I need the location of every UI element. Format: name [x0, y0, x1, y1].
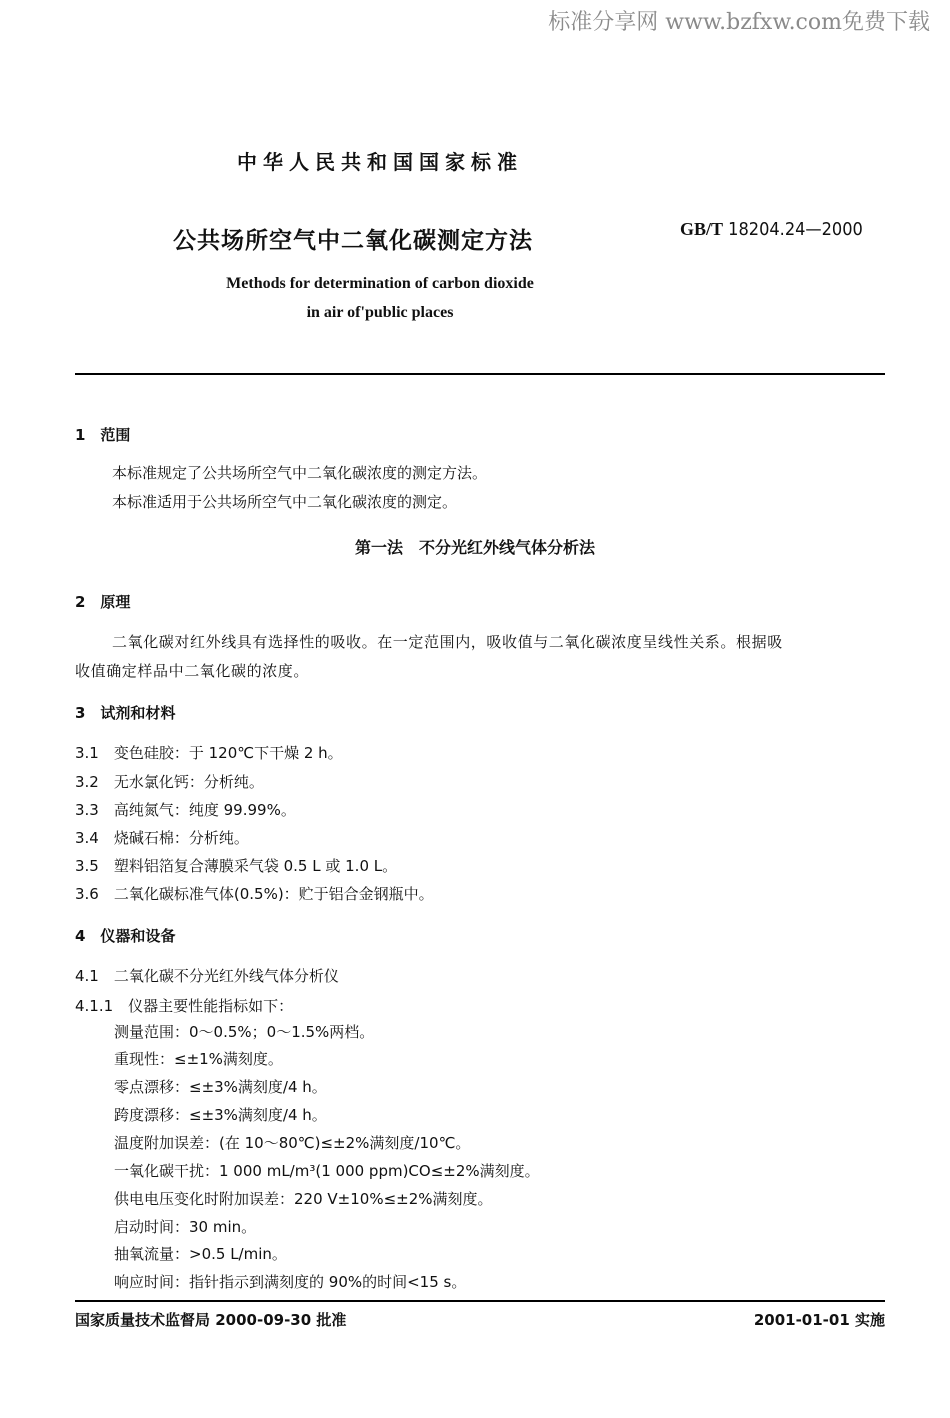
spec-measuring-range: 测量范围：0～0.5%；0～1.5%两档。: [114, 1023, 375, 1041]
section-2-line-2: 收值确定样品中二氧化碳的浓度。: [75, 662, 310, 680]
document-title-en-line2: in air of'public places: [306, 304, 454, 321]
standard-code-number: 18204.24—2000: [728, 219, 863, 240]
section-4-item-4-1-1: 4.1.1 仪器主要性能指标如下：: [75, 997, 294, 1015]
spec-flow-rate: 抽氧流量：>0.5 L/min。: [114, 1245, 287, 1263]
header-rule: [75, 373, 885, 375]
approval-line: 国家质量技术监督局 2000-09-30 批准: [75, 1311, 347, 1329]
method-1-title: 第一法 不分光红外线气体分析法: [354, 538, 595, 557]
section-3-item-4: 3.4 烧碱石棉：分析纯。: [75, 829, 249, 847]
section-3-item-1: 3.1 变色硅胶：于 120℃下干燥 2 h。: [75, 744, 343, 762]
spec-repeatability: 重现性：≤±1%满刻度。: [114, 1050, 283, 1068]
spec-co-interference: 一氧化碳干扰：1 000 mL/m³(1 000 ppm)CO≤±2%满刻度。: [114, 1162, 540, 1180]
standard-code: [680, 219, 863, 240]
effective-date: 2001-01-01 实施: [753, 1311, 885, 1329]
section-2-heading: 2 原理: [75, 593, 131, 611]
standard-code-prefix: GB/T: [680, 219, 724, 239]
spec-zero-drift: 零点漂移：≤±3%满刻度/4 h。: [114, 1078, 327, 1096]
national-standard-label: 中华人民共和国国家标准: [237, 150, 523, 174]
watermark: 标准分享网 www.bzfxw.com免费下载: [548, 10, 930, 35]
section-3-item-3: 3.3 高纯氮气：纯度 99.99%。: [75, 801, 296, 819]
spec-temperature-error: 温度附加误差：(在 10～80℃)≤±2%满刻度/10℃。: [114, 1134, 471, 1152]
section-4-heading: 4 仪器和设备: [75, 927, 176, 945]
section-3-item-6: 3.6 二氧化碳标准气体(0.5%)：贮于铝合金钢瓶中。: [75, 885, 434, 903]
document-title-cn: 公共场所空气中二氧化碳测定方法: [173, 228, 533, 254]
spec-startup-time: 启动时间：30 min。: [114, 1218, 257, 1236]
section-4-item-4-1: 4.1 二氧化碳不分光红外线气体分析仪: [75, 967, 339, 985]
spec-voltage-error: 供电电压变化时附加误差：220 V±10%≤±2%满刻度。: [114, 1190, 493, 1208]
section-1-paragraph-2: 本标准适用于公共场所空气中二氧化碳浓度的测定。: [112, 493, 458, 511]
section-2-line-1: 二氧化碳对红外线具有选择性的吸收。在一定范围内，吸收值与二氧化碳浓度呈线性关系。根据吸: [112, 633, 783, 651]
section-3-heading: 3 试剂和材料: [75, 704, 176, 722]
section-3-item-2: 3.2 无水氯化钙：分析纯。: [75, 773, 264, 791]
footer-rule: [75, 1300, 885, 1302]
spec-response-time: 响应时间：指针指示到满刻度的 90%的时间<15 s。: [114, 1273, 467, 1291]
spec-span-drift: 跨度漂移：≤±3%满刻度/4 h。: [114, 1106, 327, 1124]
section-1-heading: 1 范围: [75, 426, 131, 444]
document-title-en-line1: Methods for determination of carbon dioxide: [226, 275, 534, 292]
section-1-paragraph-1: 本标准规定了公共场所空气中二氧化碳浓度的测定方法。: [112, 464, 488, 482]
section-3-item-5: 3.5 塑料铝箔复合薄膜采气袋 0.5 L 或 1.0 L。: [75, 857, 398, 875]
